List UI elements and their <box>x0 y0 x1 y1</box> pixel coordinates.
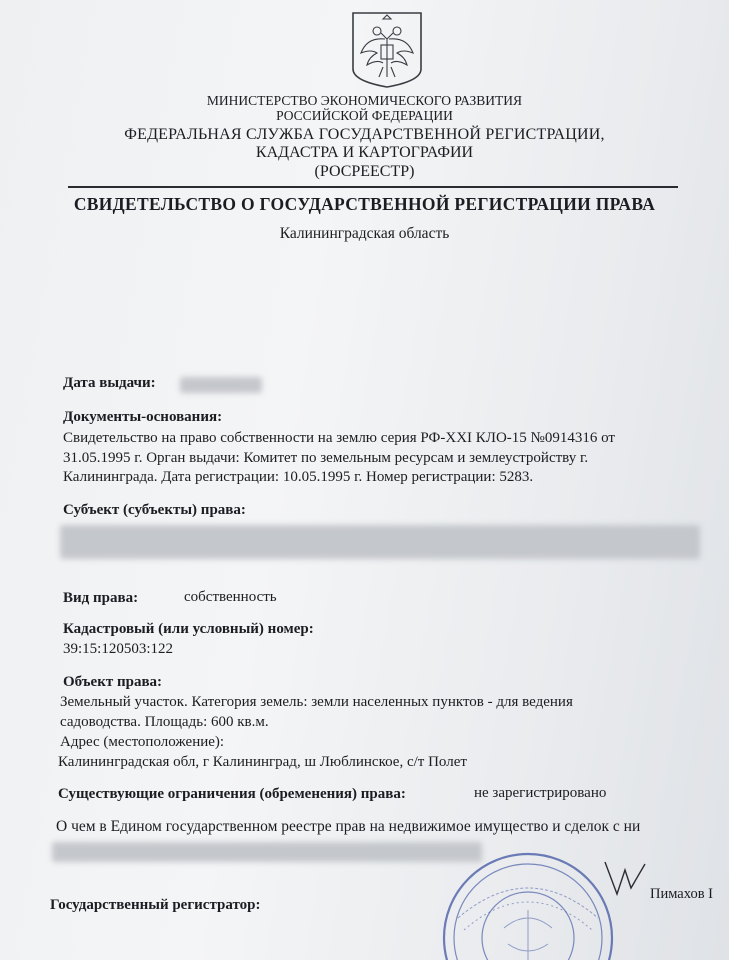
cadastral-label: Кадастровый (или условный) номер: <box>63 621 314 637</box>
service-line-3: (РОСРЕЕСТР) <box>314 163 415 180</box>
restrictions-value: не зарегистрировано <box>474 785 607 801</box>
right-type-value: собственность <box>184 589 277 605</box>
object-label: Объект права: <box>63 674 163 690</box>
object-line-3: Адрес (местоположение): <box>60 734 225 750</box>
object-line-1: Земельный участок. Категория земель: земли населенных пунктов - для ведения <box>60 694 573 710</box>
object-line-4: Калининградская обл, г Калининград, ш Люблинское, с/т Полет <box>58 754 467 770</box>
issue-date-redacted <box>180 377 262 393</box>
object-line-2: садоводства. Площадь: 600 кв.м. <box>60 714 269 730</box>
official-seal-icon <box>438 848 618 960</box>
russian-coat-of-arms-icon <box>347 9 427 89</box>
service-line-1: ФЕДЕРАЛЬНАЯ СЛУЖБА ГОСУДАРСТВЕННОЙ РЕГИСТРАЦИИ, <box>124 126 605 143</box>
basis-docs-label: Документы-основания: <box>63 409 223 425</box>
registry-note-redacted <box>52 842 482 862</box>
registrar-label: Государственный регистратор: <box>50 897 261 913</box>
restrictions-label: Существующие ограничения (обременения) права: <box>58 786 406 802</box>
basis-docs-line-1: Свидетельство на право собственности на землю серия РФ-XXI КЛО-15 №0914316 от <box>63 430 615 446</box>
subjects-redacted <box>60 525 700 559</box>
basis-docs-line-2: 31.05.1995 г. Орган выдачи: Комитет по земельным ресурсам и землеустройству г. <box>63 450 589 466</box>
ministry-line-2: РОССИЙСКОЙ ФЕДЕРАЦИИ <box>276 108 453 123</box>
service-line-2: КАДАСТРА И КАРТОГРАФИИ <box>255 144 474 161</box>
header-divider <box>68 186 678 188</box>
registry-note: О чем в Едином государственном реестре прав на недвижимое имущество и сделок с ни <box>56 818 641 835</box>
document-title: СВИДЕТЕЛЬСТВО О ГОСУДАРСТВЕННОЙ РЕГИСТРАЦИИ ПРАВА <box>73 194 656 214</box>
region-name: Калининградская область <box>279 225 450 242</box>
right-type-label: Вид права: <box>63 590 139 606</box>
issue-date-label: Дата выдачи: <box>63 375 156 391</box>
basis-docs-line-3: Калининграда. Дата регистрации: 10.05.1995 г. Номер регистрации: 5283. <box>63 469 534 485</box>
subjects-label: Субъект (субъекты) права: <box>63 502 246 518</box>
cadastral-value: 39:15:120503:122 <box>63 641 174 657</box>
registrar-name: Пимахов I <box>650 886 713 902</box>
ministry-line-1: МИНИСТЕРСТВО ЭКОНОМИЧЕСКОГО РАЗВИТИЯ <box>206 93 523 108</box>
